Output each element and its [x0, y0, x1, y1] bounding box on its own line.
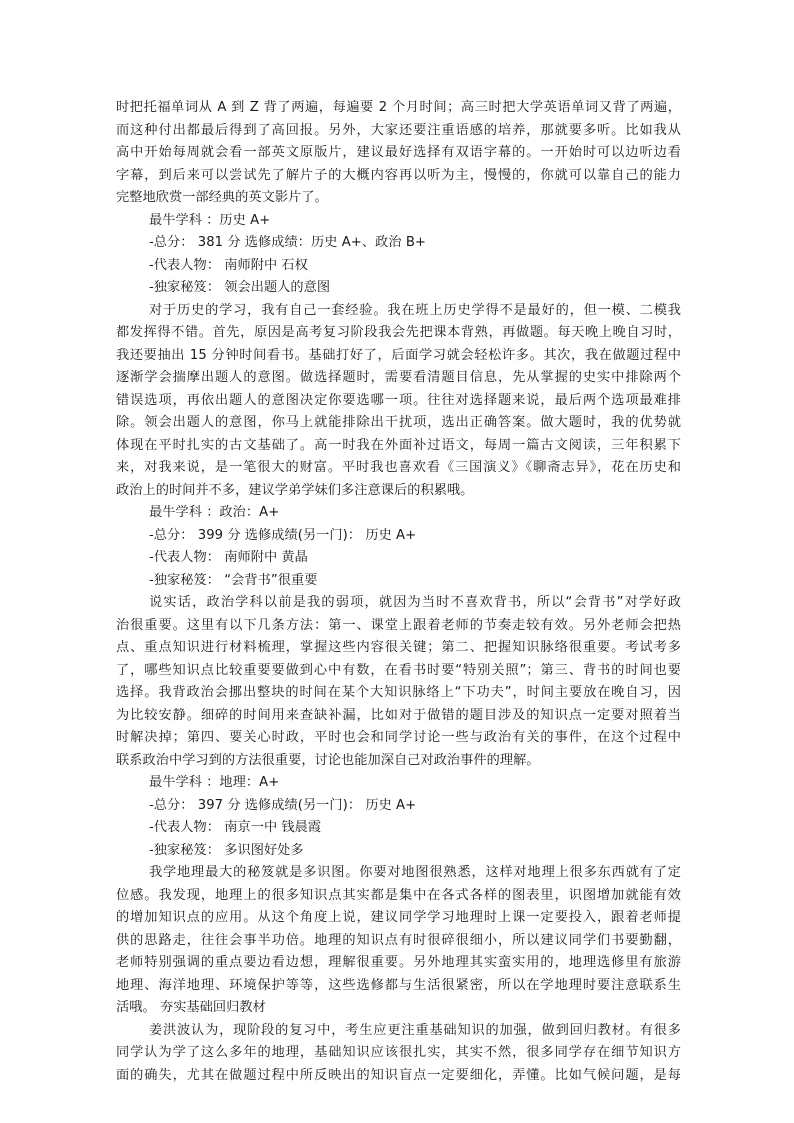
text-line: 供的思路走，往往会事半功倍。地理的知识点有时很碎很细小，所以建议同学们书要勤翻， [116, 932, 681, 948]
text-line: 治很重要。这里有以下几条方法：第一、课堂上跟着老师的节奏走较有效。另外老师会把热 [116, 617, 681, 633]
text-line: 了，哪些知识点比较重要要做到心中有数，在看书时要“特别关照”；第三、背书的时间也要 [116, 662, 681, 678]
text-line: 点、重点知识进行材料梳理，掌握这些内容很关键；第二、把握知识脉络很重要。考试考多 [116, 640, 681, 655]
text-line: 联系政治中学习到的方法很重要，讨论也能加深自己对政治事件的理解。 [116, 752, 540, 768]
score-line: -总分： 381 分 选修成绩：历史 A+、政治 B+ [149, 235, 427, 250]
tip-line: -独家秘笈： 领会出题人的意图 [149, 280, 331, 295]
text-line: 除。领会出题人的意图，你马上就能排除出干扰项，选出正确答案。做大题时，我的优势就 [116, 415, 681, 430]
text-line: 时解决掉；第四、要关心时政，平时也会和同学讨论一些与政治有关的事件，在这个过程中 [116, 730, 681, 745]
score-line: -总分： 399 分 选修成绩(另一门)： 历史 A+ [149, 527, 417, 543]
text-line: 时把托福单词从 A 到 Z 背了两遍，每遍要 2 个月时间；高三时把大学英语单词又背了两遍， [116, 100, 681, 115]
subject-heading: 最牛学科 ：历史 A+ [149, 212, 271, 228]
tip-line: -独家秘笈： 多识图好处多 [149, 842, 304, 858]
text-line: 高中开始每周就会看一部英文原版片，建议最好选择有双语字幕的。一开始时可以边听边看 [116, 145, 681, 160]
tip-line: -独家秘笈： “会背书”很重要 [149, 572, 318, 588]
text-line: 错误选项，再依出题人的意图决定你要选哪一项。往往对选择题来说，最后两个选项最难排 [116, 392, 681, 408]
text-line: 为比较安静。细碎的时间用来查缺补漏，比如对于做错的题目涉及的知识点一定要对照着当 [116, 707, 681, 723]
text-line: 来，对我来说，是一笔很大的财富。平时我也喜欢看《三国演义》《聊斋志异》，花在历史和 [116, 460, 681, 475]
representative-line: -代表人物： 南京一中 钱晨霞 [149, 820, 322, 835]
text-line: 面的确失，尤其在做题过程中所反映出的知识盲点一定要细化，弄懂。比如气候问题，是每 [116, 1067, 681, 1083]
text-line: 都发挥得不错。首先，原因是高考复习阶段我会先把课本背熟，再做题。每天晚上晚自习时， [116, 325, 681, 340]
text-line: 的增加知识点的应用。从这个角度上说，建议同学学习地理时上课一定要投入，跟着老师提 [116, 910, 681, 925]
text-line: 体现在平时扎实的古文基础了。高一时我在外面补过语文，每周一篇古文阅读，三年积累下 [116, 437, 681, 453]
document-body [116, 97, 681, 1087]
text-line: 我还要抽出 15 分钟时间看书。基础打好了，后面学习就会轻松许多。其次，我在做题过程中 [116, 347, 681, 363]
text-line: 而这种付出都最后得到了高回报。另外，大家还要注重语感的培养，那就要多听。比如我从 [116, 122, 681, 138]
text-line: 选择。我背政治会挪出整块的时间在某个大知识脉络上“下功夫”，时间主要放在晚自习，因 [116, 685, 681, 700]
representative-line: -代表人物： 南师附中 石权 [149, 257, 308, 273]
text-line: 逐渐学会揣摩出题人的意图。做选择题时，需要看清题目信息，先从掌握的史实中排除两个 [116, 370, 681, 385]
text-line: 同学认为学了这么多年的地理，基础知识应该很扎实，其实不然，很多同学存在细节知识方 [116, 1045, 681, 1060]
text-line: 字幕，到后来可以尝试先了解片子的大概内容再以听为主，慢慢的，你就可以靠自己的能力 [116, 167, 681, 183]
text-line: 对于历史的学习，我有自己一套经验。我在班上历史学得不是最好的，但一模、二模我 [149, 302, 681, 318]
text-line: 姜洪波认为，现阶段的复习中，考生应更注重基础知识的加强，做到回归教材。有很多 [149, 1022, 681, 1038]
text-line: 老师特别强调的重点要边看边想，理解很重要。另外地理其实蛮实用的，地理选修里有旅游 [116, 955, 681, 970]
representative-line: -代表人物： 南师附中 黄晶 [149, 550, 308, 565]
text-line: 我学地理最大的秘笈就是多识图。你要对地图很熟悉，这样对地理上很多东西就有了定 [149, 865, 681, 880]
section-heading-line: 活哦。 夯实基础回归教材 [116, 1000, 266, 1015]
text-line: 说实话，政治学科以前是我的弱项，就因为当时不喜欢背书，所以“会背书”对学好政 [149, 595, 681, 610]
subject-heading: 最牛学科 ：地理：A+ [149, 775, 280, 790]
text-line: 政治上的时间并不多，建议学弟学妹们多注意课后的积累哦。 [116, 482, 474, 498]
text-line: 位感。我发现，地理上的很多知识点其实都是集中在各式各样的图表里，识图增加就能有效 [116, 887, 681, 903]
subject-heading: 最牛学科 ：政治：A+ [149, 505, 280, 520]
score-line: -总分： 397 分 选修成绩(另一门)： 历史 A+ [149, 797, 417, 813]
text-line: 地理、海洋地理、环境保护等等，这些选修都与生活很紧密，所以在学地理时要注意联系生 [116, 977, 681, 993]
text-line: 完整地欣赏一部经典的英文影片了。 [116, 190, 328, 205]
